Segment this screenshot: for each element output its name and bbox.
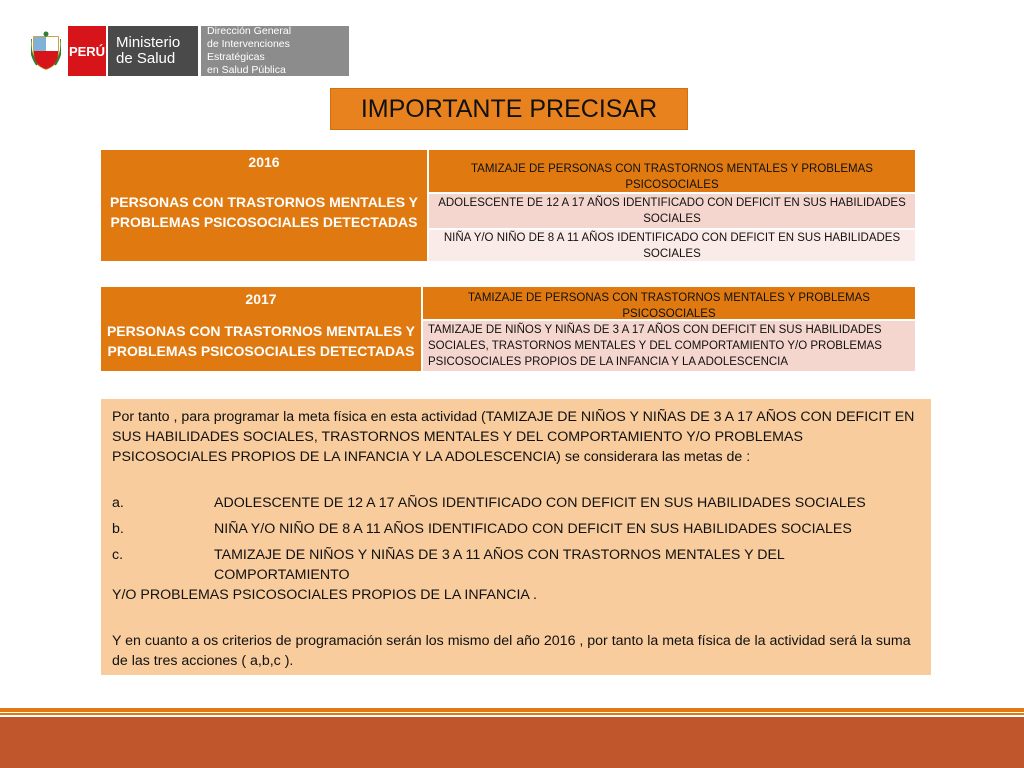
note-item-text: TAMIZAJE DE NIÑOS Y NIÑAS DE 3 A 11 AÑOS CON TRASTORNOS MENTALES Y DEL COMPORTAMIENTO [214,547,785,583]
table-2017-description: PERSONAS CON TRASTORNOS MENTALES Y PROBLEMAS PSICOSOCIALES DETECTADAS [106,323,416,359]
peru-coat-of-arms-icon [28,26,64,76]
note-list-item [112,519,921,539]
ministry-logo-box [106,26,198,76]
table-2016-left-cell [101,150,429,261]
note-item-label: c. [112,547,124,563]
ministry-line-1: Ministerio [116,34,181,51]
table-2016-row: ADOLESCENTE DE 12 A 17 AÑOS IDENTIFICADO CON DEFICIT EN SUS HABILIDADES SOCIALES [429,194,915,228]
directorate-line-1: Dirección General [207,25,292,37]
table-2016-row: NIÑA Y/O NIÑO DE 8 A 11 AÑOS IDENTIFICADO CON DEFICIT EN SUS HABILIDADES SOCIALES [429,228,915,261]
note-item-text: NIÑA Y/O NIÑO DE 8 A 11 AÑOS IDENTIFICADO CON DEFICIT EN SUS HABILIDADES SOCIALES [214,521,852,537]
header-logos [28,26,349,76]
note-item-continuation: Y/O PROBLEMAS PSICOSOCIALES PROPIOS DE LA INFANCIA . [112,587,537,603]
table-2016 [101,150,915,261]
footer-accent-line-thin [0,713,1024,715]
table-2017-year: 2017 [245,291,277,307]
table-2016-right-column [429,150,915,261]
note-item-text: ADOLESCENTE DE 12 A 17 AÑOS IDENTIFICADO CON DEFICIT EN SUS HABILIDADES SOCIALES [214,495,866,511]
footer-accent-line [0,708,1024,712]
note-closing: Y en cuanto a os criterios de programación serán los mismo del año 2016 , por tanto la meta física de la actividad será la suma de las tres acciones ( a,b,c ). [112,633,911,669]
table-2017-right-column [423,287,915,371]
peru-logo-box [68,26,106,76]
note-box [101,399,931,675]
note-list-item [112,493,921,513]
directorate-line-2: de Intervenciones Estratégicas [207,38,290,63]
table-2016-description: PERSONAS CON TRASTORNOS MENTALES Y PROBLEMAS PSICOSOCIALES DETECTADAS [109,194,419,230]
footer-bar [0,717,1024,768]
directorate-line-3: en Salud Pública [207,64,286,76]
directorate-logo-box [201,26,349,76]
table-2017 [101,287,915,371]
table-2017-left-cell [101,287,423,371]
slide-title: IMPORTANTE PRECISAR [330,88,688,130]
note-intro: Por tanto , para programar la meta física en esta actividad (TAMIZAJE DE NIÑOS Y NIÑAS DE 3 A 17 AÑOS CON DEFICIT EN SUS HABILIDADES SOCIALES, TRASTORNOS MENTALES Y DEL COMPORTAMIENTO Y/O PROBLEMAS PSICOSOCIALES PROPIOS DE LA INFANCIA Y LA ADOLESCENCIA) se considerara las metas de : [112,409,915,465]
ministry-line-2: de Salud [116,50,176,67]
table-2016-year: 2016 [248,154,280,170]
peru-label: PERÚ [68,43,106,59]
note-item-label: b. [112,521,124,537]
table-2017-header: TAMIZAJE DE PERSONAS CON TRASTORNOS MENTALES Y PROBLEMAS PSICOSOCIALES [423,287,915,321]
note-item-label: a. [112,495,124,511]
table-2017-row: TAMIZAJE DE NIÑOS Y NIÑAS DE 3 A 17 AÑOS CON DEFICIT EN SUS HABILIDADES SOCIALES, TRASTORNOS MENTALES Y DEL COMPORTAMIENTO Y/O PROBLEMAS PSICOSOCIALES PROPIOS DE LA INFANCIA Y LA ADOLESCENCIA [423,321,915,371]
note-list-item [112,545,921,585]
table-2016-header: TAMIZAJE DE PERSONAS CON TRASTORNOS MENTALES Y PROBLEMAS PSICOSOCIALES [429,150,915,194]
